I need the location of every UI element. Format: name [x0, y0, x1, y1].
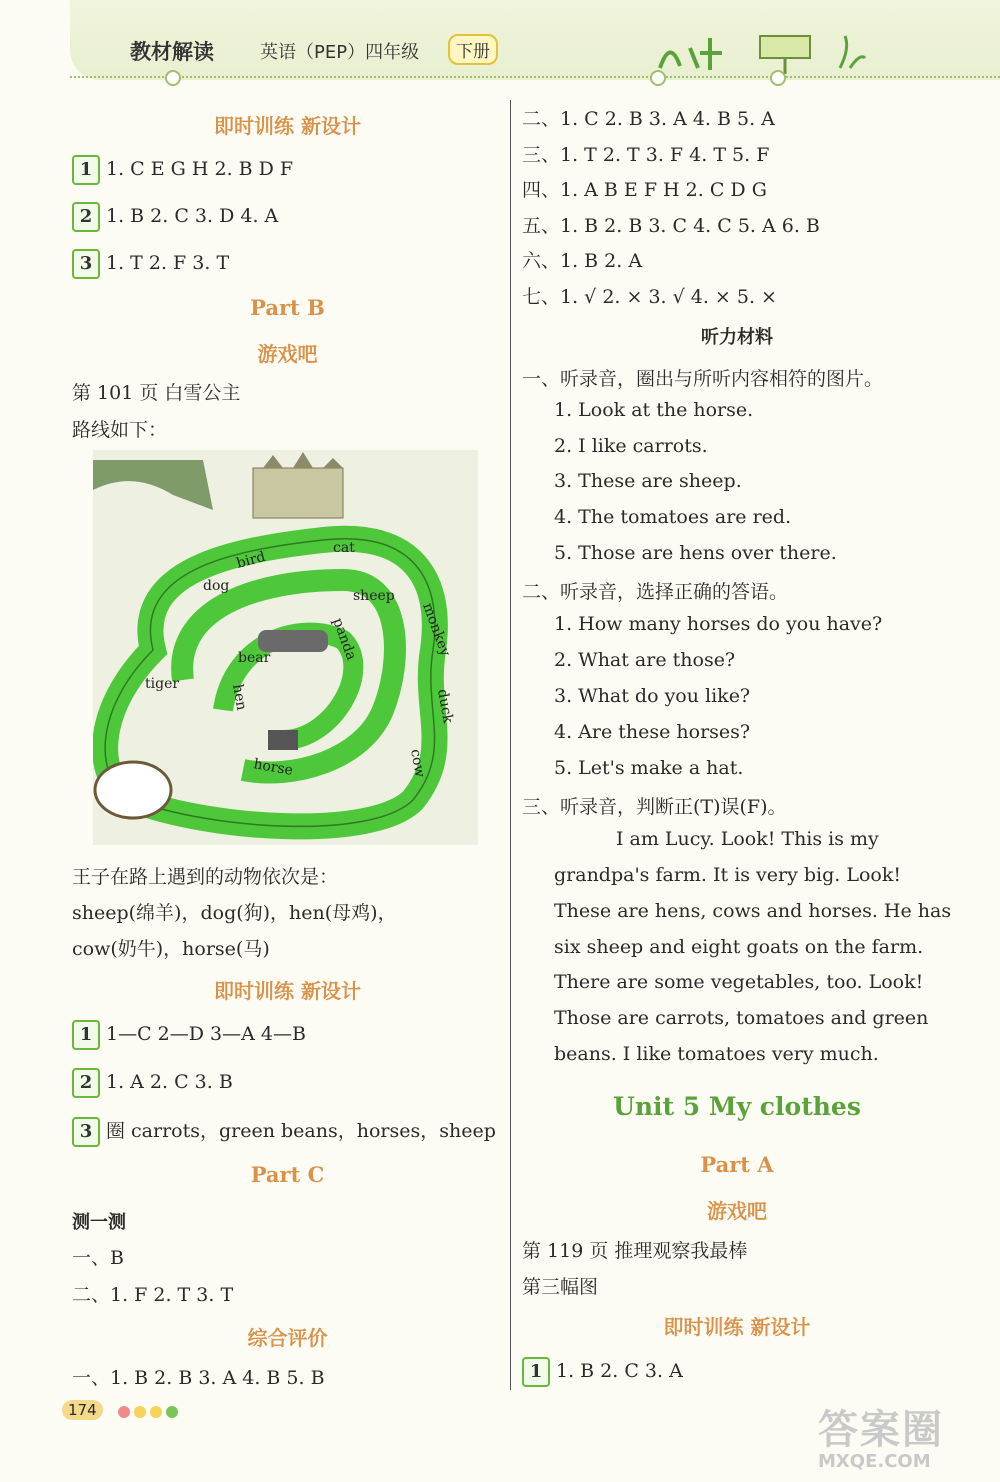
maze-word: panda: [329, 615, 360, 663]
passage-line: These are hens, cows and horses. He has: [554, 900, 952, 922]
section-title: 即时训练 新设计: [214, 114, 361, 138]
evaluation-heading: 综合评价: [247, 1326, 328, 1350]
page-ref: 第 119 页 推理观察我最棒: [522, 1240, 748, 1262]
passage-line: Those are carrots, tomatoes and green: [554, 1007, 929, 1029]
animals-intro: 王子在路上遇到的动物依次是：: [72, 866, 339, 888]
maze-word: duck: [434, 687, 456, 725]
answer-line-3: [72, 249, 229, 279]
maze-word: bear: [238, 650, 271, 666]
footer-dot: [134, 1406, 146, 1418]
number-badge-1: 1: [72, 155, 100, 185]
listening-item: 5. Those are hens over there.: [554, 542, 837, 564]
test-line-1: 一、B: [72, 1247, 124, 1269]
passage-line: There are some vegetables, too. Look!: [554, 971, 924, 993]
number-badge-3: 3: [72, 249, 100, 279]
answer-text: 1. B 2. C 3. D 4. A: [106, 205, 279, 227]
answer-line-1: [522, 1357, 683, 1387]
footer-dot: [118, 1406, 130, 1418]
answer-row: 二、1. C 2. B 3. A 4. B 5. A: [522, 108, 775, 130]
maze-word: monkey: [419, 600, 454, 659]
section-title: 即时训练 新设计: [214, 979, 361, 1003]
answer-line-1: [72, 1020, 306, 1050]
number-badge-2: 2: [72, 202, 100, 232]
page-ref: 第 101 页 白雪公主: [72, 382, 241, 404]
page-number: 174: [62, 1400, 103, 1420]
listening-heading: 听力材料: [701, 327, 773, 348]
answer-line-3: [72, 1116, 496, 1147]
listening-item: 2. I like carrots.: [554, 435, 708, 457]
maze-word: bird: [234, 548, 268, 572]
listening-q1: 一、听录音，圈出与所听内容相符的图片。: [522, 368, 884, 390]
answer-text: 1. T 2. F 3. T: [106, 252, 230, 274]
book-title: 教材解读: [130, 40, 214, 64]
footer-dot: [166, 1406, 178, 1418]
header-decoration-icon: [650, 28, 880, 78]
listening-item: 3. These are sheep.: [554, 470, 742, 492]
answer-line-2: [72, 1068, 233, 1098]
listening-item: 4. Are these horses?: [554, 721, 751, 743]
maze-picture: [93, 450, 478, 845]
passage-line: six sheep and eight goats on the farm.: [554, 936, 924, 958]
maze-word: cat: [333, 540, 355, 556]
header-dot: [650, 70, 666, 86]
listening-item: 2. What are those?: [554, 649, 736, 671]
maze-word: horse: [252, 756, 295, 779]
number-badge-1: 1: [522, 1357, 550, 1387]
answer-text: 第三幅图: [522, 1276, 599, 1298]
answer-row: 三、1. T 2. T 3. F 4. T 5. F: [522, 144, 770, 166]
listening-q3: 三、听录音，判断正(T)误(F)。: [522, 796, 787, 818]
number-badge-1: 1: [72, 1020, 100, 1050]
passage-line: beans. I like tomatoes very much.: [554, 1043, 879, 1065]
number-badge-3: 3: [72, 1117, 100, 1147]
answer-row: 五、1. B 2. B 3. C 4. C 5. A 6. B: [522, 215, 820, 237]
header-dot: [770, 70, 786, 86]
answer-text: 1. B 2. C 3. A: [556, 1360, 683, 1382]
animals-line-1: sheep(绵羊)，dog(狗)，hen(母鸡)，: [72, 902, 397, 924]
maze-word: hen: [229, 682, 250, 712]
watermark: [818, 1398, 988, 1472]
maze-word: cow: [407, 747, 428, 779]
watermark-cn: 答案圈: [818, 1407, 944, 1453]
answer-line-2: [72, 202, 278, 232]
listening-item: 3. What do you like?: [554, 685, 751, 707]
watermark-en: MXQE.COM: [818, 1451, 931, 1472]
listening-item: 5. Let's make a hat.: [554, 757, 744, 779]
section-title: 即时训练 新设计: [663, 1315, 811, 1339]
part-b-heading: Part B: [250, 295, 325, 320]
game-heading: 游戏吧: [707, 1199, 767, 1223]
game-heading: 游戏吧: [257, 342, 318, 366]
passage-line: I am Lucy. Look! This is my: [616, 828, 879, 850]
maze-word: tiger: [145, 676, 180, 692]
part-a-heading: Part A: [700, 1152, 774, 1177]
answer-text: 圈 carrots，green beans，horses，sheep: [106, 1120, 496, 1142]
listening-q2: 二、听录音，选择正确的答语。: [522, 581, 789, 603]
header-dot: [165, 70, 181, 86]
listening-item: 1. Look at the horse.: [554, 399, 754, 421]
answer-line-1: [72, 155, 293, 185]
test-line-2: 二、1. F 2. T 3. T: [72, 1284, 234, 1306]
listening-item: 1. How many horses do you have?: [554, 613, 883, 635]
volume-badge: 下册: [448, 34, 498, 65]
part-c-heading: Part C: [250, 1162, 325, 1187]
test-heading: 测一测: [72, 1212, 126, 1233]
route-label: 路线如下：: [72, 419, 168, 441]
evaluation-line-1: 一、1. B 2. B 3. A 4. B 5. B: [72, 1367, 325, 1389]
subject-label: 英语（PEP）四年级: [260, 42, 420, 63]
maze-word: dog: [203, 578, 230, 594]
number-badge-2: 2: [72, 1068, 100, 1098]
column-divider: [510, 100, 511, 1390]
answer-row: 七、1. √ 2. × 3. √ 4. × 5. ×: [522, 286, 777, 308]
listening-item: 4. The tomatoes are red.: [554, 506, 792, 528]
answer-text: 1. A 2. C 3. B: [106, 1071, 233, 1093]
answer-row: 四、1. A B E F H 2. C D G: [522, 179, 767, 201]
answer-row: 六、1. B 2. A: [522, 250, 643, 272]
unit-title: Unit 5 My clothes: [613, 1092, 861, 1121]
answer-text: 1—C 2—D 3—A 4—B: [106, 1023, 306, 1045]
animals-line-2: cow(奶牛)，horse(马): [72, 938, 270, 960]
footer-dot: [150, 1406, 162, 1418]
passage-line: grandpa's farm. It is very big. Look!: [554, 864, 902, 886]
header-divider: [70, 76, 1000, 78]
maze-word: sheep: [353, 588, 395, 604]
answer-text: 1. C E G H 2. B D F: [106, 158, 294, 180]
